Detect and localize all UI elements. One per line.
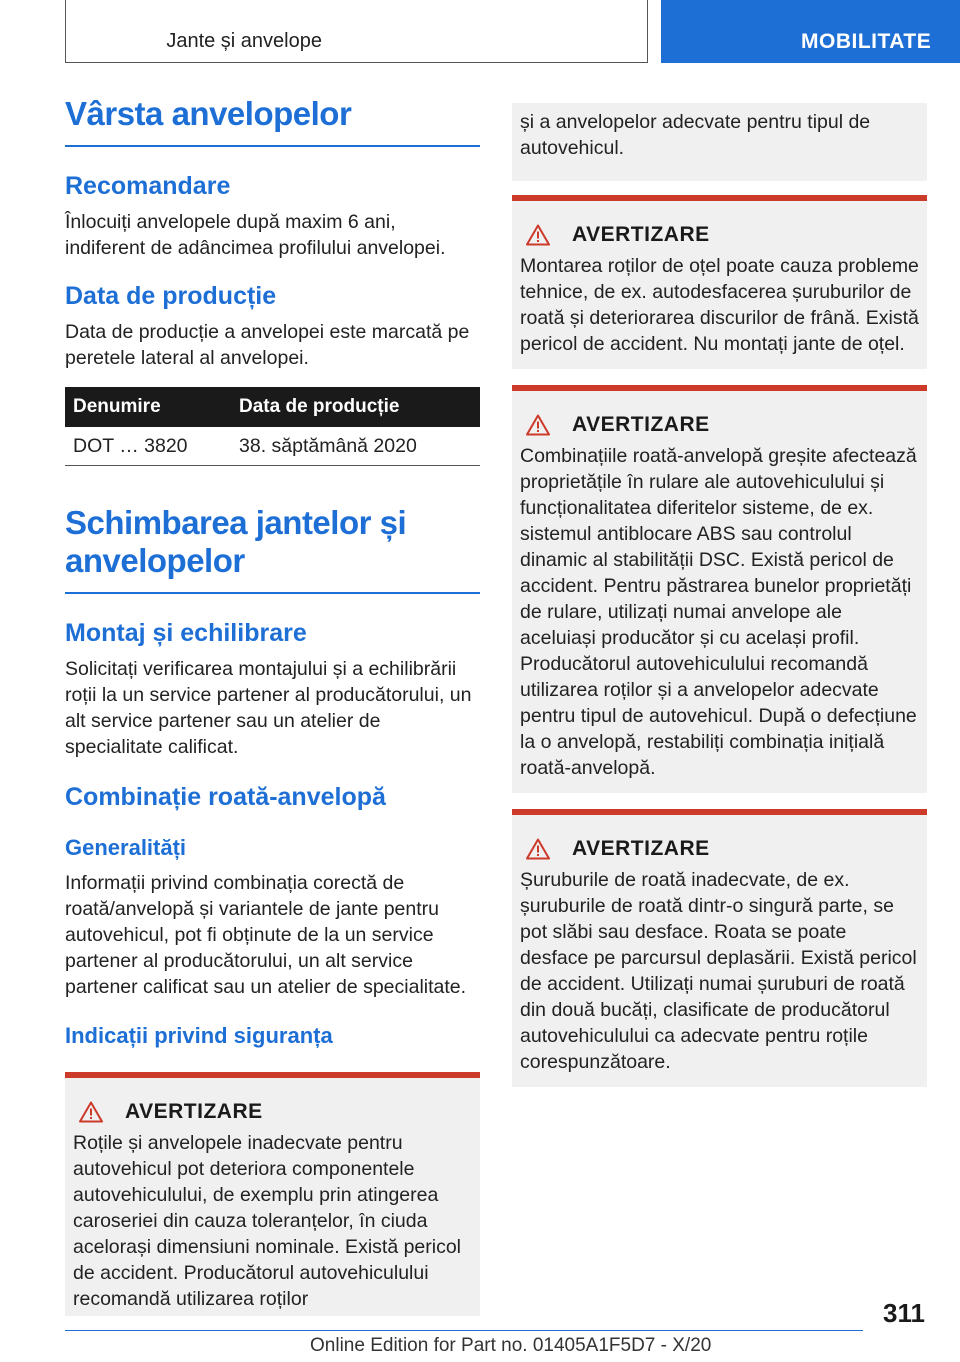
header-box — [65, 0, 648, 63]
warning-text: Montarea roților de oțel poate cauza probleme tehnice, de ex. autodesfacerea șuruburilor de roată și deteriorarea discurilor de frână. Există pericol de accident. Nu montați jante de oțel. — [520, 255, 919, 355]
heading-generalitati: Generalități — [65, 835, 187, 860]
warning-title — [526, 223, 919, 247]
warning-triangle-icon — [526, 414, 550, 436]
warning-continuation — [512, 103, 927, 181]
heading-indicatii: Indicații privind siguranța — [65, 1023, 333, 1048]
warning-title-text: AVERTIZARE — [572, 413, 710, 436]
warning-box — [512, 385, 927, 793]
left-column — [65, 95, 480, 1316]
paragraph-recomandare: Înlocuiți anvelopele după maxim 6 ani, indiferent de adâncimea profilului anvelopei. — [65, 211, 446, 259]
right-column — [512, 103, 927, 1087]
chapter-tab: MOBILITATE — [661, 0, 960, 63]
table-row — [65, 427, 480, 466]
heading-varsta: Vârsta anvelopelor — [65, 95, 480, 147]
warning-text: Roțile și anvelopele inadecvate pentru autovehicul pot deteriora componentele autovehiculului, de exemplu prin atingerea caroseriei din cauza toleranțelor, în ciuda acelorași dimensiuni nominale. Există pericol de accident. Producătorul autovehiculului recomandă utilizarea roților — [73, 1132, 462, 1310]
warning-text: Șuruburile de roată inadecvate, de ex. șuruburile de roată dintr-o singură parte, se pot slăbi sau desface. Roata se poate desface pe parcursul deplasării. Există pericol de accident. Utilizați numai șuruburi de roată din două bucăți, clasificate de producătorul autovehiculului ca adecvate pentru roțile corespunzătoare. — [520, 869, 917, 1073]
warning-box — [512, 195, 927, 369]
table-cell-data: 38. săptămână 2020 — [231, 427, 480, 466]
continuation-text: și a anvelopelor adecvate pentru tipul de autovehicul. — [520, 111, 871, 159]
warning-triangle-icon — [526, 224, 550, 246]
warning-title-text: AVERTIZARE — [125, 1100, 263, 1123]
heading-montaj: Montaj și echilibrare — [65, 619, 307, 647]
production-table — [65, 387, 480, 466]
heading-data-productie: Data de producție — [65, 282, 277, 310]
warning-box — [65, 1072, 480, 1316]
warning-title-text: AVERTIZARE — [572, 837, 710, 860]
warning-title — [526, 837, 919, 861]
section-title: Jante și anvelope — [166, 30, 322, 52]
footer-divider — [65, 1330, 863, 1331]
heading-schimbarea: Schimbarea jantelor și anvelopelor — [65, 504, 480, 594]
edition-footer: Online Edition for Part no. 01405A1F5D7 - X/20 — [310, 1335, 712, 1356]
table-header-data: Data de producție — [231, 387, 480, 427]
warning-triangle-icon — [79, 1101, 103, 1123]
warning-title — [526, 413, 919, 437]
table-cell-denumire: DOT … 3820 — [65, 427, 231, 466]
warning-title-text: AVERTIZARE — [572, 223, 710, 246]
table-header-denumire: Denumire — [65, 387, 231, 427]
warning-triangle-icon — [526, 838, 550, 860]
paragraph-generalitati: Informații privind combinația corectă de roată/anvelopă și variantele de jante pentru autovehicul, pot fi obținute de la un service partener al producătorului, un alt service partener calificat sau un atelier de specialitate. — [65, 872, 467, 998]
paragraph-data-productie: Data de producție a anvelopei este marcată pe peretele lateral al anvelopei. — [65, 321, 470, 369]
heading-recomandare: Recomandare — [65, 172, 231, 200]
warning-text: Combinațiile roată-anvelopă greșite afectează proprietățile în rulare ale autovehiculului și funcționalitatea diferitelor sisteme, de ex. sistemul antiblocare ABS sau controlul dinamic al stabilității DSC. Există pericol de accident. Pentru păstrarea bunelor proprietăți de rulare, utilizați numai anvelope ale aceluiași producător și cu același profil. Producătorul autovehiculului recomandă utilizarea roților și a anvelopelor adecvate pentru tipul de autovehicul. După o defecțiune la o anvelopă, restabiliți combinația inițială roată-anvelopă. — [520, 445, 917, 779]
warning-box — [512, 809, 927, 1087]
table-header-row — [65, 387, 480, 427]
warning-title — [79, 1100, 472, 1124]
paragraph-montaj: Solicitați verificarea montajului și a echilibrării roții la un service partener al producătorului, un alt service partener sau un atelier de specialitate calificat. — [65, 658, 472, 758]
heading-combinatie: Combinație roată-anvelopă — [65, 783, 386, 811]
page-number: 311 — [883, 1298, 925, 1328]
